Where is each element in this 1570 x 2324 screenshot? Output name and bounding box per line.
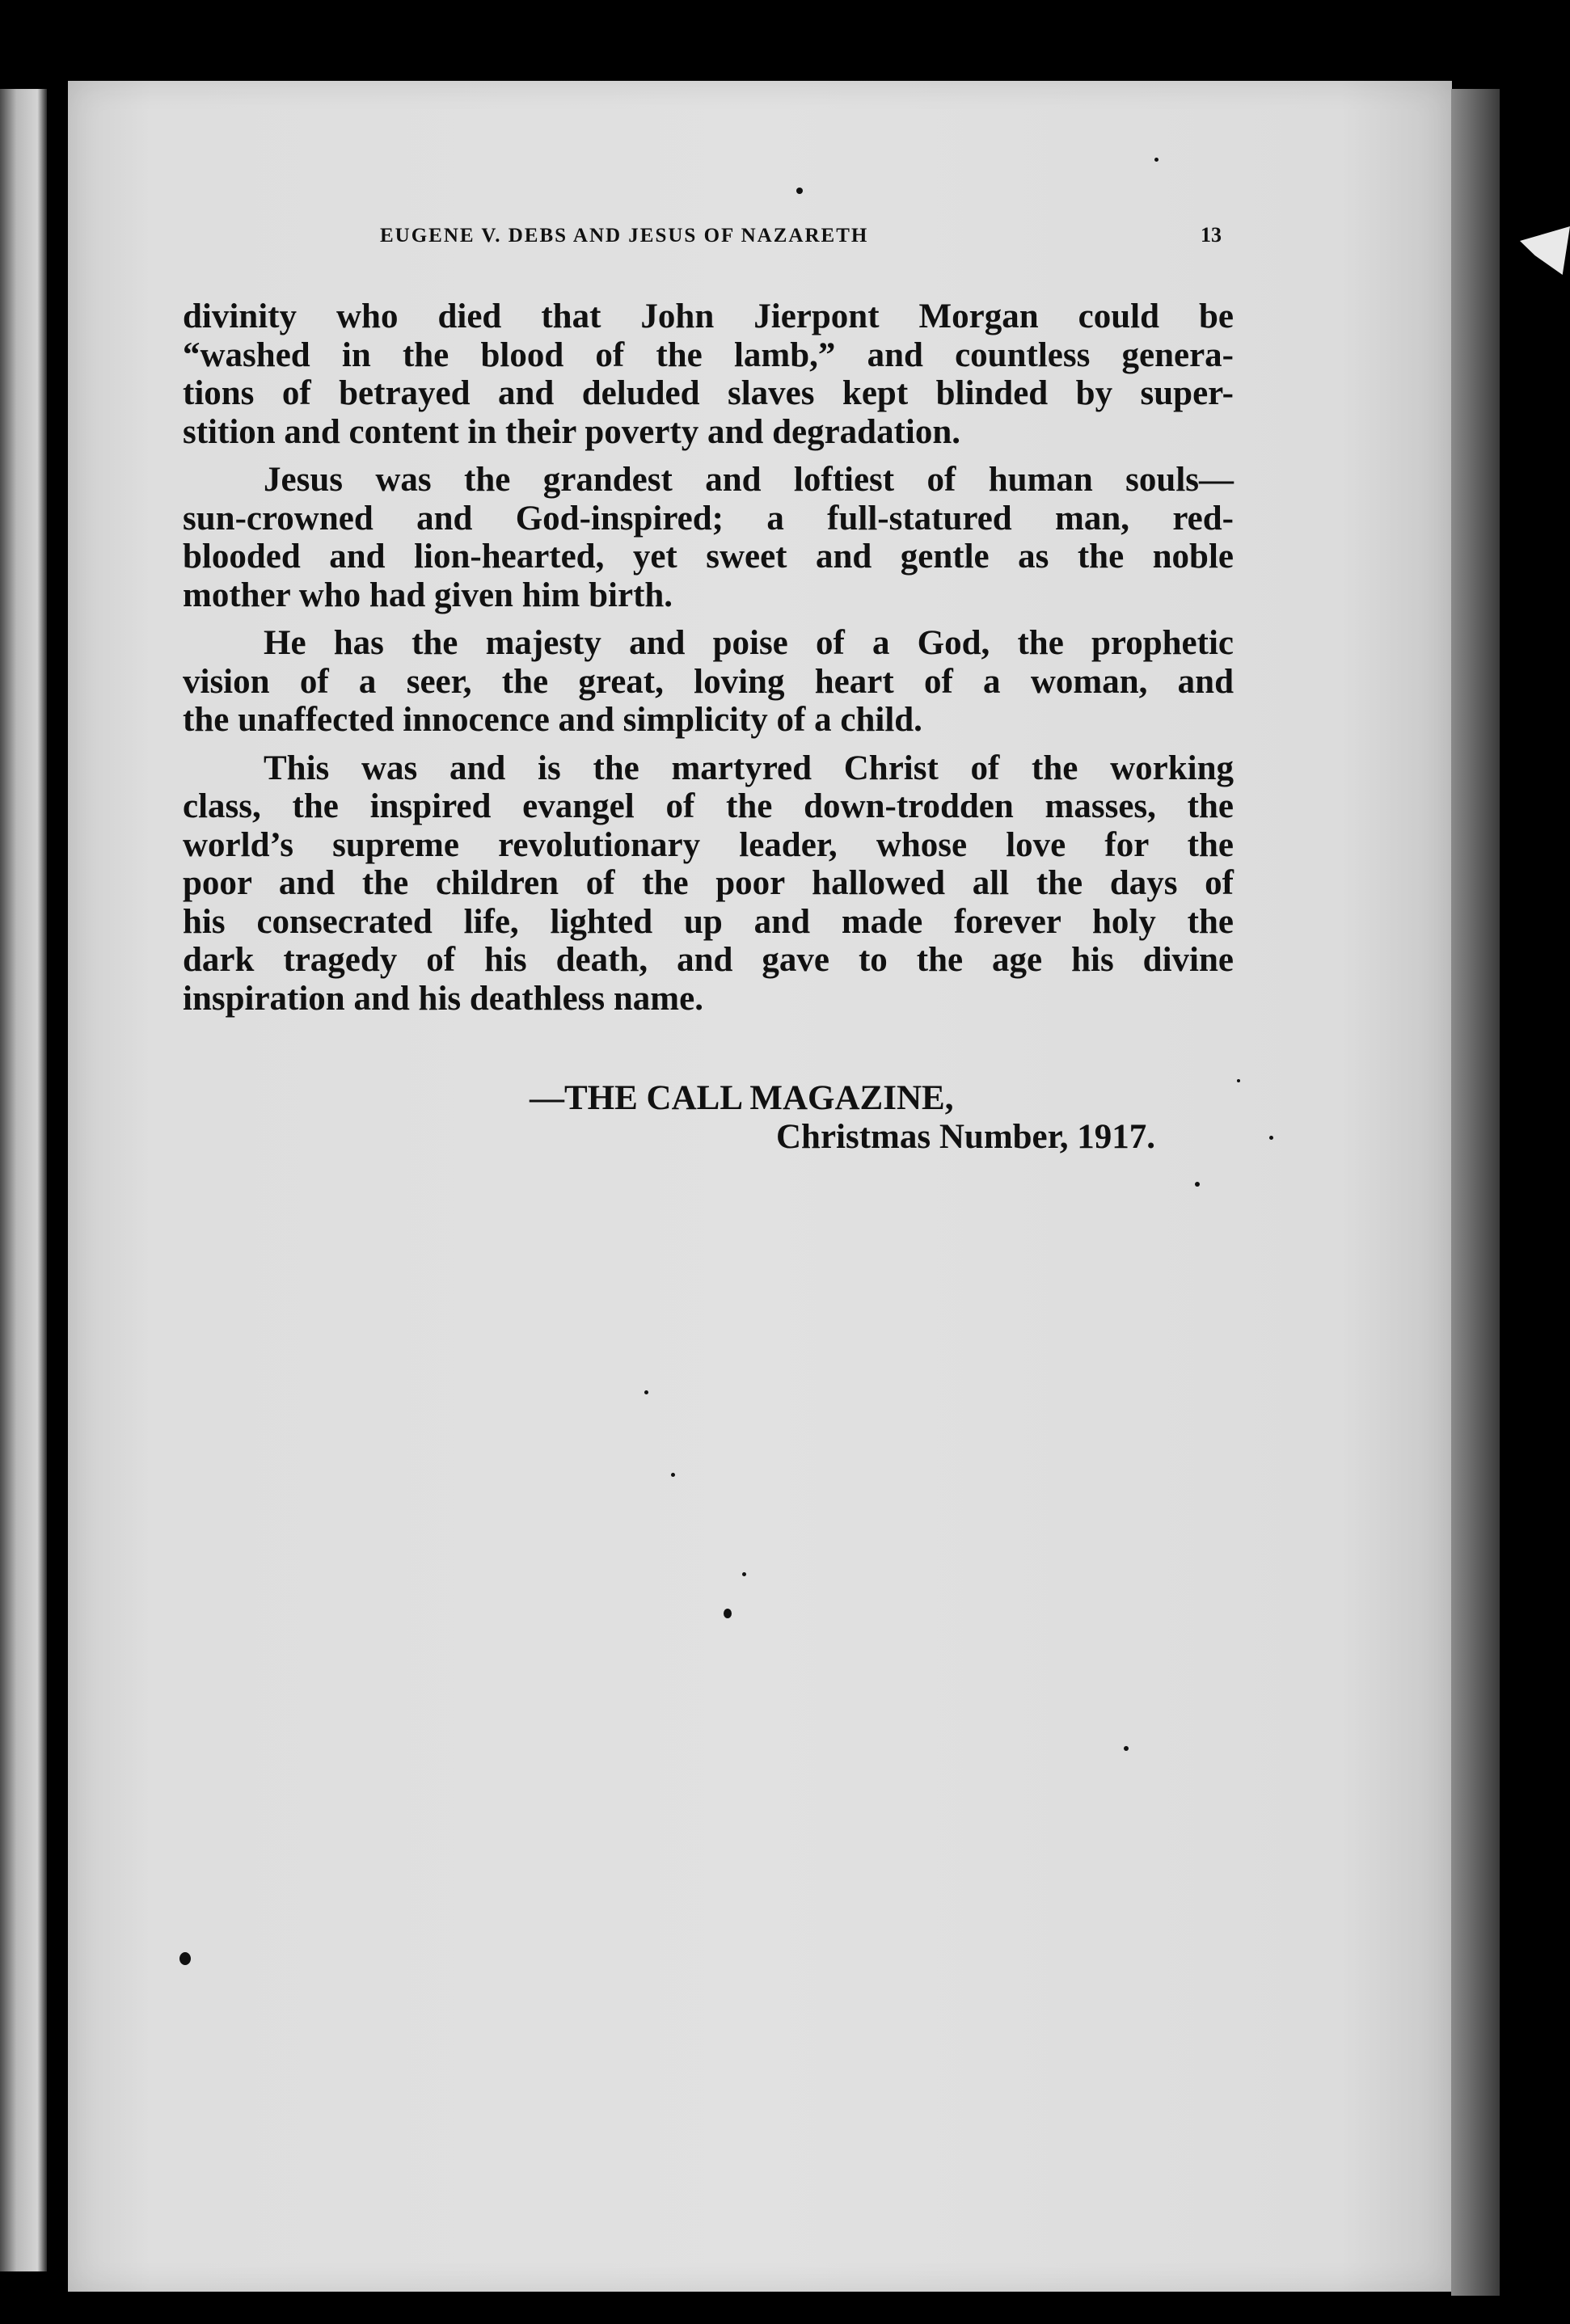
text-line: divinity who died that John Jierpont Morgan could be [183,297,1234,335]
text-line: He has the majesty and poise of a God, the prophetic [264,624,1234,662]
text-line: vision of a seer, the great, loving heart of a woman, and [183,662,1234,701]
page-corner-tab [1520,226,1570,275]
text-line: class, the inspired evangel of the down-trodden masses, the [183,787,1234,825]
dust-speck [1195,1182,1200,1187]
dust-speck [1124,1746,1129,1751]
paragraph-3 [183,624,1234,740]
book-fore-edge [1451,89,1500,2296]
dust-speck [179,1952,191,1965]
text-line: sun-crowned and God-inspired; a full-statured man, red- [183,499,1234,538]
dust-speck [644,1390,648,1394]
adjacent-page-edge [0,89,47,2271]
attribution-source: —THE CALL MAGAZINE, [530,1079,954,1117]
dust-speck [1154,158,1159,162]
dust-speck [1237,1079,1240,1082]
text-line: blooded and lion-hearted, yet sweet and gentle as the noble [183,538,1234,576]
attribution-date: Christmas Number, 1917. [776,1118,1156,1156]
paragraph-2 [183,461,1234,614]
text-line: mother who had given him birth. [183,576,673,614]
paragraph-4 [183,749,1234,1019]
text-line: world’s supreme revolutionary leader, whose love for the [183,825,1234,864]
text-line: tions of betrayed and deluded slaves kept blinded by super- [183,374,1234,412]
attribution [530,1079,1155,1157]
text-line: stition and content in their poverty and degradation. [183,412,960,451]
text-line: poor and the children of the poor hallowed all the days of [183,864,1234,902]
text-line: “washed in the blood of the lamb,” and countless genera- [183,335,1234,374]
dust-speck [671,1473,675,1477]
page-number: 13 [1201,223,1222,247]
dust-speck [796,188,803,194]
text-line: the unaffected innocence and simplicity of a child. [183,701,922,739]
text-line: inspiration and his deathless name. [183,979,703,1018]
text-line: his consecrated life, lighted up and made forever holy the [183,902,1234,941]
text-line: This was and is the martyred Christ of the working [264,749,1234,787]
paragraph-1 [183,297,1234,451]
text-line: dark tragedy of his death, and gave to the age his divine [183,941,1234,979]
dust-speck [724,1609,732,1618]
dust-speck [1269,1136,1273,1140]
body-text [183,297,1234,1027]
text-line: Jesus was the grandest and loftiest of human souls— [264,461,1234,499]
dust-speck [742,1572,746,1576]
running-head: EUGENE V. DEBS AND JESUS OF NAZARETH [380,225,869,247]
